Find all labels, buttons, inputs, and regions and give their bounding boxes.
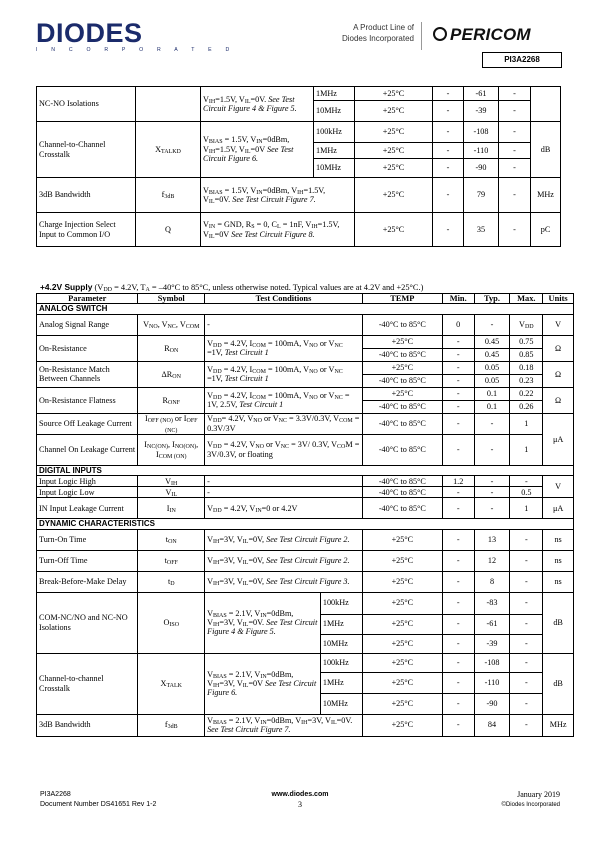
table-cell: +25°C [362, 387, 442, 400]
min-cell: - [433, 122, 464, 143]
table-cell: -40°C to 85°C [362, 400, 442, 413]
table-cell: Analog Signal Range [37, 314, 138, 335]
typ-cell: -90 [464, 159, 499, 178]
table-cell: Channel On Leakage Current [37, 434, 138, 465]
freq-cell: 1MHz [314, 87, 355, 101]
table-cell: - [442, 714, 474, 736]
table-cell: $V_{DD} = 4.2V$, $V_{IN}=0$ or 4.2V [205, 498, 363, 519]
table-row [37, 87, 561, 101]
min-cell: - [433, 101, 464, 122]
supply-condition-line: +4.2V Supply ($V_{DD} = 4.2V$, $T_A = -40^\circ C$ to 85°C, unless otherwise noted. Typical values are at 4.2V and +25°C.) [40, 282, 424, 293]
table-cell: 100kHz [320, 592, 362, 614]
freq-cell: 100kHz [314, 122, 355, 143]
part-number-box: PI3A2268 [482, 52, 562, 68]
table-cell: $t_D$ [138, 571, 205, 592]
table-cell: +25°C [362, 550, 442, 571]
min-cell: - [433, 213, 464, 247]
temp-cell: +25°C [355, 143, 433, 159]
table-cell: 8 [474, 571, 510, 592]
table-cell: 0.18 [510, 361, 543, 374]
table-row [37, 529, 574, 550]
table-cell: - [442, 335, 474, 348]
symbol-cell: $X_{TALKD}$ [136, 122, 201, 178]
table-cell: Ω [543, 335, 574, 361]
table-cell: - [442, 529, 474, 550]
table-cell: On-Resistance Flatness [37, 387, 138, 413]
table-cell: $V_{BIAS} = 2.1V$, $V_{IN}=0dBm$, $V_{IH}=3V$, $V_{IL}=0V$. See Test Circuit Figure 7. [205, 714, 363, 736]
table-cell: -39 [474, 634, 510, 653]
col-header: TEMP [362, 294, 442, 304]
logo-subtext: I N C O R P O R A T E D [36, 47, 236, 53]
symbol-cell [136, 87, 201, 122]
table-cell: +25°C [362, 335, 442, 348]
freq-cell: 10MHz [314, 101, 355, 122]
table-cell: - [510, 672, 543, 693]
typ-cell: -110 [464, 143, 499, 159]
table-cell: 1 [510, 498, 543, 519]
condition-cell: $V_{BIAS} = 1.5V$, $V_{IN}=0dBm$, $V_{IH}=1.5V$, $V_{IL}=0V$. See Test Circuit Figure 7. [201, 178, 355, 213]
table-cell: - [205, 476, 363, 487]
table-cell: - [510, 614, 543, 634]
table-cell: $X_{TALK}$ [138, 653, 205, 714]
table-cell: - [474, 498, 510, 519]
table-cell: 0.1 [474, 400, 510, 413]
table-row [37, 314, 574, 335]
table-cell: - [474, 314, 510, 335]
table-cell: Input Logic High [37, 476, 138, 487]
table-cell: - [442, 550, 474, 571]
table-cell: dB [543, 653, 574, 714]
footer-right [460, 790, 560, 810]
table-cell: 0.22 [510, 387, 543, 400]
max-cell: - [499, 87, 531, 101]
table-cell: - [442, 592, 474, 614]
table-cell: 1MHz [320, 614, 362, 634]
table-row [37, 487, 574, 498]
max-cell: - [499, 178, 531, 213]
footer-part: PI3A2268 [40, 791, 71, 798]
freq-cell: 1MHz [314, 143, 355, 159]
typ-cell: -39 [464, 101, 499, 122]
table-cell: - [510, 653, 543, 672]
freq-cell: 10MHz [314, 159, 355, 178]
table-cell: - [442, 387, 474, 400]
footer-left [40, 790, 156, 810]
table-cell: +25°C [362, 592, 442, 614]
table-cell: 0.26 [510, 400, 543, 413]
table-cell: μA [543, 413, 574, 465]
table-cell: -40°C to 85°C [362, 476, 442, 487]
table-cell: 0.85 [510, 348, 543, 361]
table-cell: - [510, 714, 543, 736]
table-cell: - [205, 314, 363, 335]
temp-cell: +25°C [355, 122, 433, 143]
temp-cell: +25°C [355, 213, 433, 247]
table-cell: - [510, 529, 543, 550]
table-cell: - [442, 614, 474, 634]
section-row [37, 465, 574, 475]
footer-docnum: Document Number DS41651 Rev 1-2 [40, 801, 157, 808]
min-cell: - [433, 159, 464, 178]
table-cell: - [442, 434, 474, 465]
col-header: Test Conditions [205, 294, 363, 304]
table-cell: 0.5 [510, 487, 543, 498]
table-cell: ns [543, 550, 574, 571]
table-cell: -40°C to 85°C [362, 314, 442, 335]
col-header: Min. [442, 294, 474, 304]
max-cell: - [499, 122, 531, 143]
typ-cell: -108 [464, 122, 499, 143]
table-row [37, 387, 574, 400]
table-cell: Source Off Leakage Current [37, 413, 138, 434]
table-cell: - [442, 348, 474, 361]
table-row [37, 122, 561, 143]
table-cell: - [510, 634, 543, 653]
footer-center [240, 790, 360, 810]
table-cell: 1MHz [320, 672, 362, 693]
table-cell: $V_{NO}$, $V_{NC}$, $V_{COM}$ [138, 314, 205, 335]
col-header: Typ. [474, 294, 510, 304]
condition-cell: $V_{BIAS} = 1.5V$, $V_{IN}=0dBm$, $V_{IH}=1.5V$, $V_{IL}=0V$ See Test Circuit Figure 6. [201, 122, 314, 178]
diodes-logo [36, 20, 235, 53]
table-cell: - [474, 413, 510, 434]
table-cell: 0.45 [474, 335, 510, 348]
min-cell: - [433, 178, 464, 213]
table-cell: - [442, 498, 474, 519]
min-cell: - [433, 87, 464, 101]
units-cell [531, 87, 561, 122]
section-row [37, 519, 574, 529]
typ-cell: 35 [464, 213, 499, 247]
table-cell: 10MHz [320, 634, 362, 653]
product-line-2: Diodes Incorporated [341, 33, 414, 43]
table-cell: 12 [474, 550, 510, 571]
col-header: Units [543, 294, 574, 304]
table-row [37, 571, 574, 592]
max-cell: - [499, 101, 531, 122]
min-cell: - [433, 143, 464, 159]
table-cell: Turn-Off Time [37, 550, 138, 571]
table-cell: dB [543, 592, 574, 653]
table-cell: -40°C to 85°C [362, 348, 442, 361]
table-cell: - [442, 693, 474, 714]
table-cell: $V_{BIAS} = 2.1V$, $V_{IN}=0dBm$, $V_{IH}=3V$, $V_{IL}=0V$. See Test Circuit Figure 4 & Figure 5. [205, 592, 321, 653]
logo-text: DIODES [36, 18, 143, 48]
table-cell: 0.05 [474, 374, 510, 387]
table-cell: +25°C [362, 634, 442, 653]
units-cell: dB [531, 122, 561, 178]
table-cell: 1 [510, 434, 543, 465]
footer-date: January 2019 [517, 790, 560, 799]
table-cell: ns [543, 571, 574, 592]
table-cell: 0 [442, 314, 474, 335]
table-cell: $V_{DD}= 4.2V$, $V_{NO}$ or $V_{NC} = 3.3V/0.3V$, $V_{COM} = 0.3V/3V$ [205, 413, 363, 434]
table-cell: +25°C [362, 693, 442, 714]
table-cell: +25°C [362, 571, 442, 592]
pericom-logo [433, 25, 531, 45]
table-cell: - [442, 400, 474, 413]
typ-cell: -61 [464, 87, 499, 101]
footer-copyright: ©Diodes Incorporated [501, 802, 560, 808]
table-cell: 0.45 [474, 348, 510, 361]
table-cell: V [543, 476, 574, 498]
table-cell: Break-Before-Make Delay [37, 571, 138, 592]
table-cell: - [442, 653, 474, 672]
table-row [37, 653, 574, 672]
spec-table-4v2 [36, 293, 574, 737]
table-row [37, 213, 561, 247]
table-cell: 1.2 [442, 476, 474, 487]
table-cell: -40°C to 85°C [362, 434, 442, 465]
temp-cell: +25°C [355, 87, 433, 101]
table-cell: $V_{DD} = 4.2V$, $I_{COM} = 100mA$, $V_{NO}$ or $V_{NC} =1V$, Test Circuit 1 [205, 335, 363, 361]
table-cell: -83 [474, 592, 510, 614]
table-row [37, 592, 574, 614]
table-cell: -110 [474, 672, 510, 693]
table-cell: 84 [474, 714, 510, 736]
table-cell: 0.75 [510, 335, 543, 348]
table-cell: - [442, 672, 474, 693]
table-row [37, 434, 574, 465]
table-cell: +25°C [362, 653, 442, 672]
table-cell: - [510, 476, 543, 487]
table-cell: - [442, 634, 474, 653]
table-cell: $V_{IH}=3V$, $V_{IL}=0V$, See Test Circuit Figure 3. [205, 571, 363, 592]
table-row [37, 550, 574, 571]
page-number: 3 [298, 800, 302, 809]
table-cell: - [510, 571, 543, 592]
table-cell: $V_{BIAS} = 2.1V$, $V_{IN}=0dBm$, $V_{IH}=3V$, $V_{IL}=0V$ See Test Circuit Figure 6. [205, 653, 321, 714]
temp-cell: +25°C [355, 159, 433, 178]
table-cell: +25°C [362, 361, 442, 374]
table-cell: +25°C [362, 672, 442, 693]
table-cell: 3dB Bandwidth [37, 714, 138, 736]
table-row [37, 335, 574, 348]
table-cell: $V_{IH}=3V$, $V_{IL}=0V$, See Test Circuit Figure 2. [205, 529, 363, 550]
section-title: DYNAMIC CHARACTERISTICS [37, 519, 574, 529]
table-cell: $V_{IH}$ [138, 476, 205, 487]
param-cell: 3dB Bandwidth [37, 178, 136, 213]
table-row [37, 361, 574, 374]
table-cell: 0.23 [510, 374, 543, 387]
pericom-mark-icon [433, 27, 447, 41]
table-cell: $t_{ON}$ [138, 529, 205, 550]
table-cell: V [543, 314, 574, 335]
table-cell: +25°C [362, 714, 442, 736]
table-cell: Turn-On Time [37, 529, 138, 550]
table-row [37, 714, 574, 736]
table-cell: 10MHz [320, 693, 362, 714]
table-cell: -61 [474, 614, 510, 634]
brand-name: PERICOM [450, 25, 531, 44]
table-cell: - [474, 487, 510, 498]
table-cell: 100kHz [320, 653, 362, 672]
table-cell: $\Delta R_{ON}$ [138, 361, 205, 387]
table-cell: $V_{DD} = 4.2V$, $I_{COM} = 100mA$, $V_{NO}$ or $V_{NC} =1V$, Test Circuit 1 [205, 361, 363, 387]
col-header: Max. [510, 294, 543, 304]
units-cell: pC [531, 213, 561, 247]
table-cell: - [510, 592, 543, 614]
table-cell: -40°C to 85°C [362, 498, 442, 519]
product-line-1: A Product Line of [353, 23, 414, 32]
product-line-text [318, 23, 414, 44]
table-cell: 0.1 [474, 387, 510, 400]
table-cell: - [474, 434, 510, 465]
table-cell: Input Logic Low [37, 487, 138, 498]
table-cell: -40°C to 85°C [362, 374, 442, 387]
table-cell: $I_{IN}$ [138, 498, 205, 519]
table-cell: $V_{IL}$ [138, 487, 205, 498]
table-cell: -108 [474, 653, 510, 672]
table-cell: On-Resistance Match Between Channels [37, 361, 138, 387]
table-cell: - [442, 413, 474, 434]
table-cell: Channel-to-channel Crosstalk [37, 653, 138, 714]
param-cell: NC-NO Isolations [37, 87, 136, 122]
table-cell: $V_{DD} = 4.2V$, $V_{NO}$ or $V_{NC} = 3V/$ 0.3V, $V_{CO}M = 3V/0.3V$, or floating [205, 434, 363, 465]
param-cell: Charge Injection Select Input to Common I/O [37, 213, 136, 247]
table-cell: - [442, 487, 474, 498]
table-cell: $R_{ON}$ [138, 335, 205, 361]
table-cell: +25°C [362, 529, 442, 550]
symbol-cell: $f_{3dB}$ [136, 178, 201, 213]
header-divider [421, 22, 422, 50]
table-cell: - [442, 374, 474, 387]
max-cell: - [499, 159, 531, 178]
col-header: Symbol [138, 294, 205, 304]
header-row [37, 294, 574, 304]
table-row [37, 178, 561, 213]
table-cell: $V_{DD}$ [510, 314, 543, 335]
table-cell: μA [543, 498, 574, 519]
col-header: Parameter [37, 294, 138, 304]
table-cell: MHz [543, 714, 574, 736]
table-cell: 13 [474, 529, 510, 550]
table-cell: - [510, 693, 543, 714]
param-cell: Channel-to-Channel Crosstalk [37, 122, 136, 178]
table-cell: - [474, 476, 510, 487]
table-cell: ns [543, 529, 574, 550]
table-cell: $t_{OFF}$ [138, 550, 205, 571]
table-cell: $I_{NC(ON)}$, $I_{NO(ON)}$, $I_{COM (ON)}$ [138, 434, 205, 465]
max-cell: - [499, 143, 531, 159]
table-cell: - [442, 571, 474, 592]
table-cell: On-Resistance [37, 335, 138, 361]
table-cell: -40°C to 85°C [362, 413, 442, 434]
section-title: DIGITAL INPUTS [37, 465, 574, 475]
table-cell: IN Input Leakage Current [37, 498, 138, 519]
symbol-cell: Q [136, 213, 201, 247]
section-row [37, 304, 574, 314]
table-cell: - [205, 487, 363, 498]
table-row [37, 413, 574, 434]
table-cell: 0.05 [474, 361, 510, 374]
table-cell: - [510, 550, 543, 571]
condition-cell: $V_{IN}$ = GND, $R_S = 0$, $C_L = 1nF$, $V_{IH}=1.5V$, $V_{IL}=0V$ See Test Circuit Figure 8. [201, 213, 355, 247]
section-title: ANALOG SWITCH [37, 304, 574, 314]
table-row [37, 476, 574, 487]
table-cell: $O_{ISO}$ [138, 592, 205, 653]
table-cell: - [442, 361, 474, 374]
table-cell: $R_{ONF}$ [138, 387, 205, 413]
table-cell: $V_{IH}=3V$, $V_{IL}=0V$, See Test Circuit Figure 2. [205, 550, 363, 571]
units-cell: MHz [531, 178, 561, 213]
table-cell: $I_{OFF (NO)}$ or $I_{OFF (NC)}$ [138, 413, 205, 434]
table-cell: -40°C to 85°C [362, 487, 442, 498]
table-cell: Ω [543, 361, 574, 387]
temp-cell: +25°C [355, 178, 433, 213]
condition-cell: $V_{IH}=1.5V$, $V_{IL}=0V$. See Test Circuit Figure 4 & Figure 5. [201, 87, 314, 122]
table-cell: 1 [510, 413, 543, 434]
table-cell: Ω [543, 387, 574, 413]
max-cell: - [499, 213, 531, 247]
table-cell: COM-NC/NO and NC-NO Isolations [37, 592, 138, 653]
spec-table-continued [36, 86, 561, 247]
table-cell: -90 [474, 693, 510, 714]
table-cell: $f_{3dB}$ [138, 714, 205, 736]
table-row [37, 498, 574, 519]
temp-cell: +25°C [355, 101, 433, 122]
footer-url[interactable]: www.diodes.com [271, 791, 329, 798]
table-cell: $V_{DD} = 4.2V$, $I_{COM} = 100mA$, $V_{NO}$ or $V_{NC} = 1V$, 2.5V, Test Circuit 1 [205, 387, 363, 413]
table-cell: +25°C [362, 614, 442, 634]
typ-cell: 79 [464, 178, 499, 213]
